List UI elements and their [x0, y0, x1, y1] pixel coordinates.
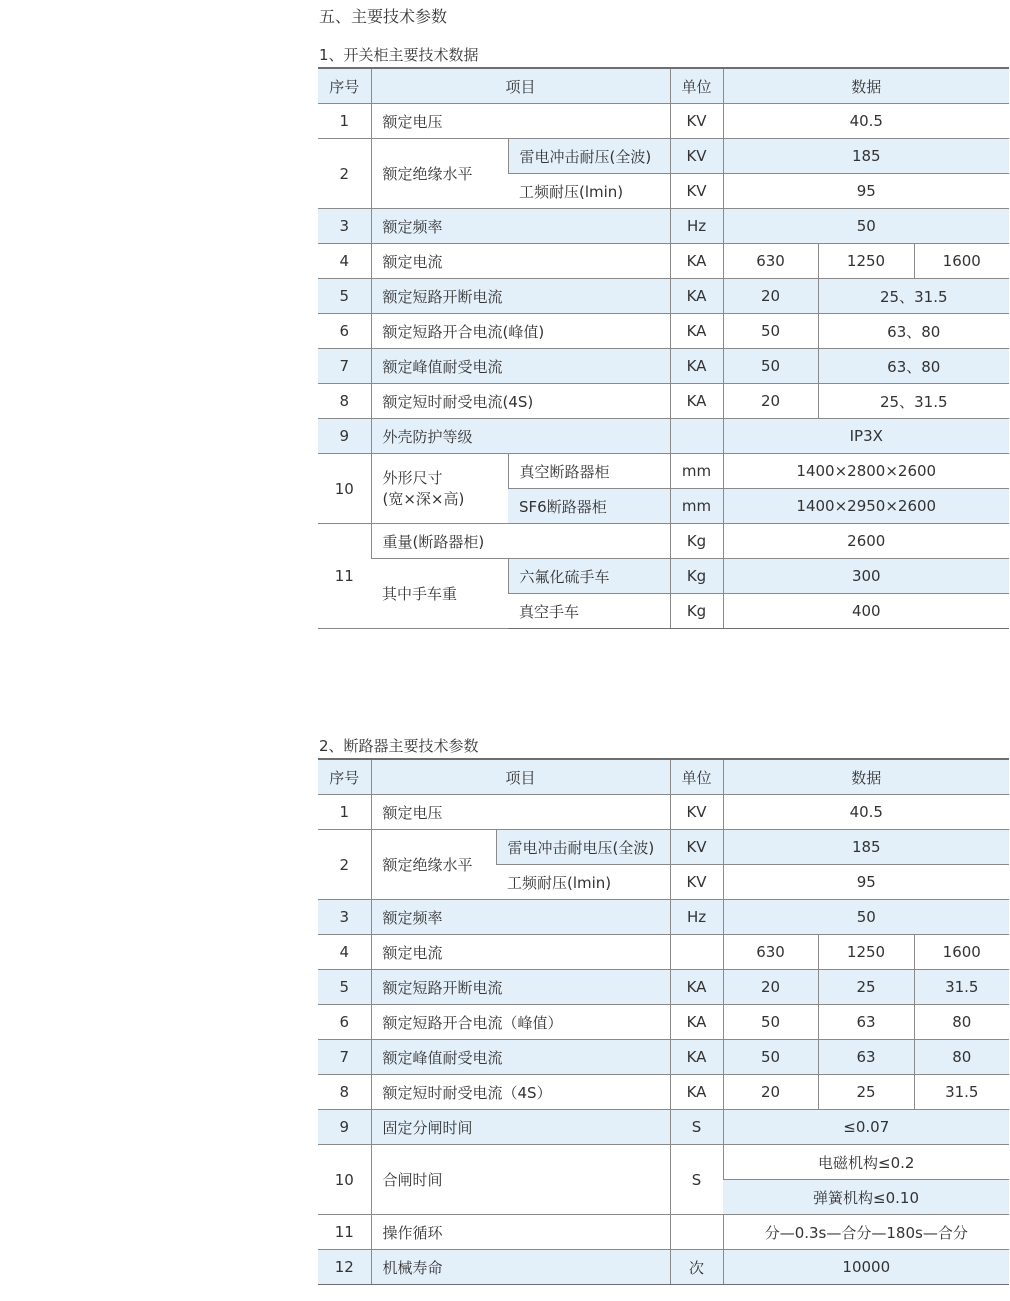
- row-item: [371, 454, 508, 524]
- row-item: 固定分闸时间: [371, 1110, 670, 1145]
- header-item: 项目: [371, 759, 670, 795]
- header-data: 数据: [723, 759, 1009, 795]
- row-value: 25: [818, 970, 914, 1005]
- row-item: 其中手车重: [371, 559, 508, 629]
- row-unit: KV: [670, 139, 723, 174]
- row-item: 额定短时耐受电流（4S）: [371, 1075, 670, 1110]
- table-row: [318, 384, 1009, 419]
- table-header-row: [318, 759, 1009, 795]
- table-row: [318, 795, 1009, 830]
- row-unit: [670, 419, 723, 454]
- row-no: 7: [318, 1040, 371, 1075]
- row-value: 185: [723, 139, 1009, 174]
- row-value: 20: [723, 1075, 818, 1110]
- row-no: 2: [318, 830, 371, 900]
- row-unit: KA: [670, 349, 723, 384]
- row-unit: Kg: [670, 559, 723, 594]
- header-no: 序号: [318, 759, 371, 795]
- row-unit: KA: [670, 279, 723, 314]
- row-no: 10: [318, 1145, 371, 1215]
- row-unit: KA: [670, 314, 723, 349]
- switchgear-spec-table: [318, 67, 1009, 629]
- table-row: [318, 559, 1009, 594]
- row-value: 25、31.5: [818, 384, 1009, 419]
- row-item: 额定短路开合电流(峰值): [371, 314, 670, 349]
- row-unit: [670, 1215, 723, 1250]
- row-value: 分—0.3s—合分—180s—合分: [723, 1215, 1009, 1250]
- table-row: [318, 900, 1009, 935]
- row-value: 2600: [723, 524, 1009, 559]
- row-value: 63、80: [818, 349, 1009, 384]
- table-row: [318, 830, 1009, 865]
- row-unit: Kg: [670, 594, 723, 629]
- table-row: [318, 244, 1009, 279]
- table-row: [318, 454, 1009, 489]
- row-unit: mm: [670, 489, 723, 524]
- row-unit: KA: [670, 1075, 723, 1110]
- row-item: 额定峰值耐受电流: [371, 1040, 670, 1075]
- row-value: 63: [818, 1005, 914, 1040]
- row-value: 50: [723, 314, 818, 349]
- row-item: 额定短时耐受电流(4S): [371, 384, 670, 419]
- row-unit: Hz: [670, 900, 723, 935]
- table-row: [318, 970, 1009, 1005]
- row-value: 25: [818, 1075, 914, 1110]
- row-unit: Hz: [670, 209, 723, 244]
- row-item: 额定绝缘水平: [371, 830, 496, 900]
- row-no: 6: [318, 314, 371, 349]
- row-no: 3: [318, 900, 371, 935]
- row-item: 合闸时间: [371, 1145, 670, 1215]
- table-row: [318, 349, 1009, 384]
- table-row: [318, 209, 1009, 244]
- row-no: 2: [318, 139, 371, 209]
- header-no: 序号: [318, 68, 371, 104]
- row-value: 50: [723, 900, 1009, 935]
- row-value: 95: [723, 174, 1009, 209]
- header-item: 项目: [371, 68, 670, 104]
- row-item: 重量(断路器柜): [371, 524, 670, 559]
- table-row: [318, 1075, 1009, 1110]
- row-item: 额定频率: [371, 209, 670, 244]
- row-value: 1600: [914, 935, 1009, 970]
- row-item: 额定电压: [371, 104, 670, 139]
- row-value: 50: [723, 209, 1009, 244]
- row-value: 10000: [723, 1250, 1009, 1285]
- row-value: 31.5: [914, 970, 1009, 1005]
- row-unit: KV: [670, 795, 723, 830]
- row-item: 额定峰值耐受电流: [371, 349, 670, 384]
- table-row: [318, 1005, 1009, 1040]
- row-no: 11: [318, 1215, 371, 1250]
- row-value: 630: [723, 244, 818, 279]
- row-value: 40.5: [723, 104, 1009, 139]
- row-unit: KV: [670, 830, 723, 865]
- header-unit: 单位: [670, 68, 723, 104]
- row-unit: S: [670, 1145, 723, 1215]
- table-row: [318, 524, 1009, 559]
- row-no: 9: [318, 1110, 371, 1145]
- table-row: [318, 1040, 1009, 1075]
- row-unit: KA: [670, 244, 723, 279]
- row-subitem: 工频耐压(lmin): [496, 865, 670, 900]
- row-no: 8: [318, 384, 371, 419]
- row-no: 12: [318, 1250, 371, 1285]
- row-value: 20: [723, 970, 818, 1005]
- table2-caption: 2、断路器主要技术参数: [319, 737, 479, 755]
- row-value: ≤0.07: [723, 1110, 1009, 1145]
- row-unit: KV: [670, 865, 723, 900]
- row-value: 95: [723, 865, 1009, 900]
- row-value: 1250: [818, 244, 914, 279]
- row-unit: Kg: [670, 524, 723, 559]
- row-value: 31.5: [914, 1075, 1009, 1110]
- row-item: 外壳防护等级: [371, 419, 670, 454]
- row-item: 额定电流: [371, 244, 670, 279]
- row-unit: KV: [670, 174, 723, 209]
- row-item-line: (宽×深×高): [382, 489, 465, 508]
- row-value: 1600: [914, 244, 1009, 279]
- row-value: IP3X: [723, 419, 1009, 454]
- row-subitem: 真空手车: [508, 594, 670, 629]
- row-no: 4: [318, 935, 371, 970]
- row-no: 1: [318, 104, 371, 139]
- section-title: 五、主要技术参数: [319, 7, 448, 26]
- table-row: [318, 104, 1009, 139]
- row-no: 3: [318, 209, 371, 244]
- row-item: 机械寿命: [371, 1250, 670, 1285]
- table-row: [318, 279, 1009, 314]
- table-row: [318, 1250, 1009, 1285]
- table-row: [318, 314, 1009, 349]
- row-value: 电磁机构≤0.2: [723, 1145, 1009, 1180]
- table-row: [318, 1110, 1009, 1145]
- row-unit: KA: [670, 1005, 723, 1040]
- row-unit: 次: [670, 1250, 723, 1285]
- row-subitem: 真空断路器柜: [508, 454, 670, 489]
- row-value: 80: [914, 1040, 1009, 1075]
- table-row: [318, 139, 1009, 174]
- row-unit: mm: [670, 454, 723, 489]
- row-subitem: 雷电冲击耐压(全波): [508, 139, 670, 174]
- row-subitem: 工频耐压(lmin): [508, 174, 670, 209]
- row-value: 185: [723, 830, 1009, 865]
- row-value: 63: [818, 1040, 914, 1075]
- row-value: 400: [723, 594, 1009, 629]
- row-no: 1: [318, 795, 371, 830]
- row-subitem: SF6断路器柜: [508, 489, 670, 524]
- row-unit: KA: [670, 970, 723, 1005]
- header-unit: 单位: [670, 759, 723, 795]
- row-subitem: 六氟化硫手车: [508, 559, 670, 594]
- row-value: 25、31.5: [818, 279, 1009, 314]
- row-item: 额定短路开断电流: [371, 279, 670, 314]
- row-no: 8: [318, 1075, 371, 1110]
- row-item: 额定电流: [371, 935, 670, 970]
- table1-caption: 1、开关柜主要技术数据: [319, 46, 479, 64]
- row-item: 额定短路开断电流: [371, 970, 670, 1005]
- row-value: 1400×2800×2600: [723, 454, 1009, 489]
- row-value: 50: [723, 1005, 818, 1040]
- row-no: 4: [318, 244, 371, 279]
- row-unit: [670, 935, 723, 970]
- row-value: 弹簧机构≤0.10: [723, 1180, 1009, 1215]
- row-value: 80: [914, 1005, 1009, 1040]
- row-item: 额定短路开合电流（峰值）: [371, 1005, 670, 1040]
- row-value: 1400×2950×2600: [723, 489, 1009, 524]
- row-subitem: 雷电冲击耐电压(全波): [496, 830, 670, 865]
- row-no: 7: [318, 349, 371, 384]
- row-unit: KA: [670, 1040, 723, 1075]
- row-value: 20: [723, 279, 818, 314]
- row-item-line: 外形尺寸: [382, 468, 443, 487]
- row-unit: KA: [670, 384, 723, 419]
- row-no: 6: [318, 1005, 371, 1040]
- header-data: 数据: [723, 68, 1009, 104]
- row-no: 5: [318, 970, 371, 1005]
- row-value: 20: [723, 384, 818, 419]
- row-item: 额定电压: [371, 795, 670, 830]
- table-row: [318, 935, 1009, 970]
- row-value: 630: [723, 935, 818, 970]
- row-item: 操作循环: [371, 1215, 670, 1250]
- row-item: 额定频率: [371, 900, 670, 935]
- row-no: 11: [318, 524, 371, 629]
- row-value: 300: [723, 559, 1009, 594]
- row-value: 50: [723, 1040, 818, 1075]
- row-unit: S: [670, 1110, 723, 1145]
- row-value: 1250: [818, 935, 914, 970]
- row-item: 额定绝缘水平: [371, 139, 508, 209]
- row-value: 40.5: [723, 795, 1009, 830]
- row-no: 5: [318, 279, 371, 314]
- table-row: [318, 1215, 1009, 1250]
- table-header-row: [318, 68, 1009, 104]
- row-unit: KV: [670, 104, 723, 139]
- row-value: 63、80: [818, 314, 1009, 349]
- row-no: 10: [318, 454, 371, 524]
- row-no: 9: [318, 419, 371, 454]
- table-row: [318, 419, 1009, 454]
- table-row: [318, 1145, 1009, 1180]
- row-value: 50: [723, 349, 818, 384]
- breaker-spec-table: [318, 758, 1009, 1285]
